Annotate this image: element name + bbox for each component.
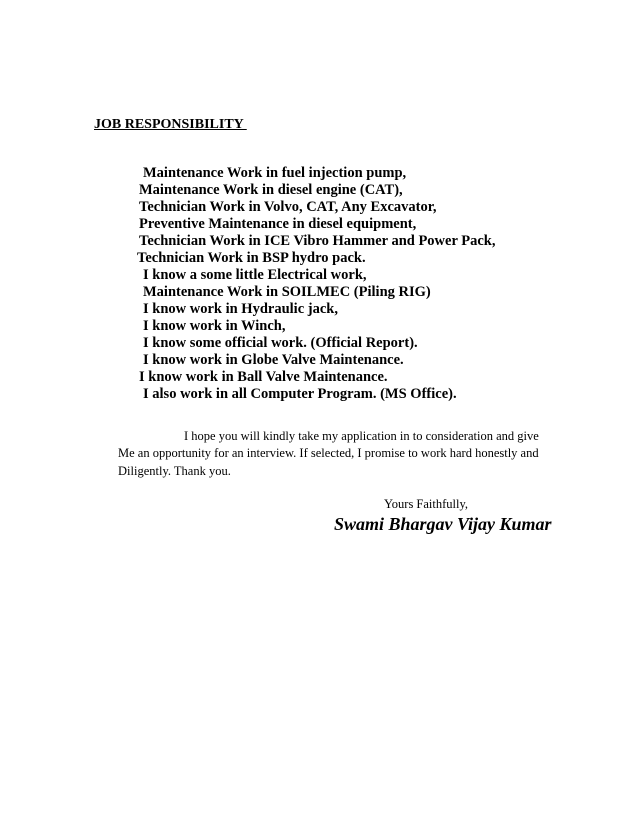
responsibility-item: Maintenance Work in diesel engine (CAT), — [139, 182, 403, 198]
paragraph-line: Me an opportunity for an interview. If selected, I promise to work hard honestly and — [118, 446, 539, 461]
paragraph-line: Diligently. Thank you. — [118, 463, 231, 478]
responsibility-item: I know some official work. (Official Report). — [143, 335, 418, 351]
paragraph-line: I hope you will kindly take my application in to consideration and give — [184, 429, 539, 443]
responsibility-item: Preventive Maintenance in diesel equipment, — [139, 216, 417, 232]
responsibility-item: I know work in Globe Valve Maintenance. — [143, 352, 404, 368]
responsibility-item: I know work in Winch, — [143, 318, 286, 334]
closing-paragraph — [118, 428, 548, 480]
signature-name: Swami Bhargav Vijay Kumar — [334, 514, 552, 534]
closing-salutation: Yours Faithfully, — [384, 497, 469, 511]
responsibility-item: Maintenance Work in SOILMEC (Piling RIG) — [143, 284, 431, 300]
section-heading: JOB RESPONSIBILITY — [94, 117, 247, 132]
responsibility-item: I also work in all Computer Program. (MS Office). — [143, 386, 457, 402]
responsibility-item: I know work in Hydraulic jack, — [143, 301, 338, 317]
responsibility-item: Technician Work in ICE Vibro Hammer and Power Pack, — [139, 233, 496, 249]
responsibility-item: I know a some little Electrical work, — [143, 267, 367, 283]
responsibility-item: Technician Work in Volvo, CAT, Any Excavator, — [139, 199, 437, 215]
responsibility-item: I know work in Ball Valve Maintenance. — [139, 369, 388, 385]
responsibility-item: Technician Work in BSP hydro pack. — [137, 250, 366, 266]
responsibility-item: Maintenance Work in fuel injection pump, — [143, 165, 407, 181]
